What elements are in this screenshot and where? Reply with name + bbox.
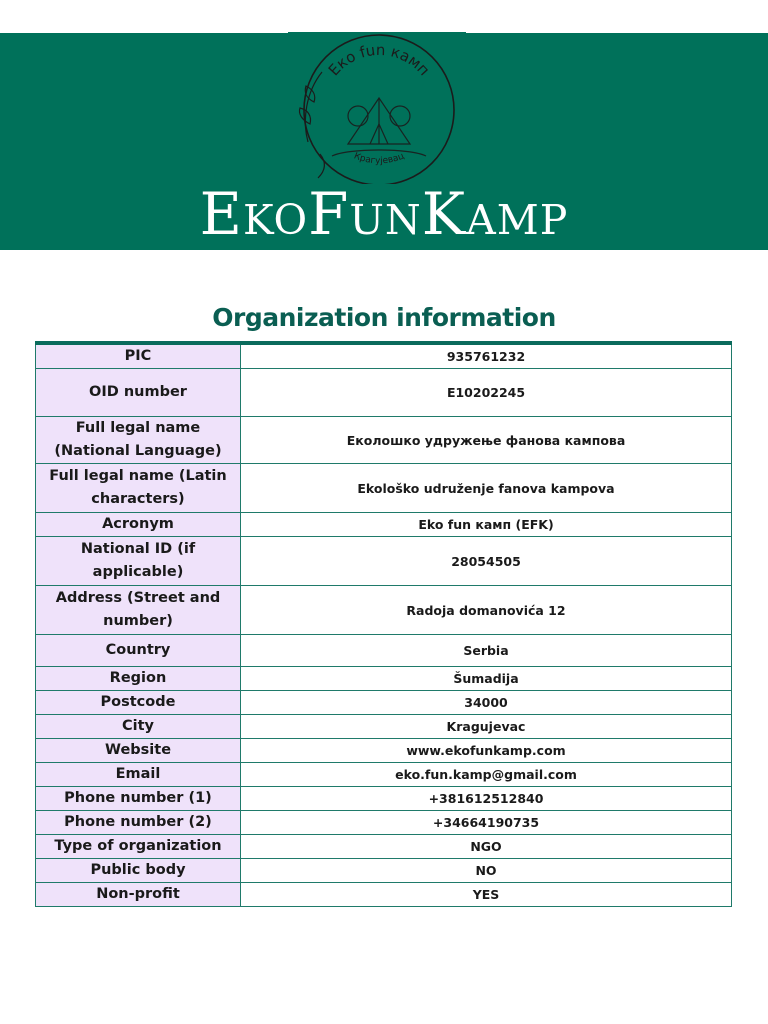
row-value: YES xyxy=(241,883,732,907)
row-label: Postcode xyxy=(36,691,241,715)
row-value: Kragujevac xyxy=(241,715,732,739)
table-row xyxy=(36,343,732,369)
row-label: Phone number (2) xyxy=(36,811,241,835)
row-label: Full legal name (National Language) xyxy=(36,417,241,464)
table-row xyxy=(36,715,732,739)
row-label: Full legal name (Latin characters) xyxy=(36,464,241,513)
row-label: Public body xyxy=(36,859,241,883)
row-value: eko.fun.kamp@gmail.com xyxy=(241,763,732,787)
logo-seal-icon xyxy=(288,32,466,184)
table-row xyxy=(36,739,732,763)
row-value: Radoja domanovića 12 xyxy=(241,586,732,635)
row-value: NO xyxy=(241,859,732,883)
table-row xyxy=(36,586,732,635)
table-row xyxy=(36,635,732,667)
row-label: City xyxy=(36,715,241,739)
row-label: Email xyxy=(36,763,241,787)
table-row xyxy=(36,691,732,715)
row-value: Eko fun камп (EFK) xyxy=(241,513,732,537)
table-row xyxy=(36,859,732,883)
logo-arc-top-text: Еко fun камп xyxy=(324,40,434,80)
table-row xyxy=(36,537,732,586)
row-value: E10202245 xyxy=(241,369,732,417)
row-value: Šumadija xyxy=(241,667,732,691)
row-value: Ekološko udruženje fanova kampova xyxy=(241,464,732,513)
table-row xyxy=(36,787,732,811)
table-row xyxy=(36,835,732,859)
row-label: Phone number (1) xyxy=(36,787,241,811)
row-label: Non-profit xyxy=(36,883,241,907)
row-label: Region xyxy=(36,667,241,691)
row-label: Website xyxy=(36,739,241,763)
page-title: Organization information xyxy=(212,303,556,332)
table-row xyxy=(36,369,732,417)
row-label: Type of organization xyxy=(36,835,241,859)
row-label: Country xyxy=(36,635,241,667)
row-label: Acronym xyxy=(36,513,241,537)
row-value: NGO xyxy=(241,835,732,859)
row-value: 34000 xyxy=(241,691,732,715)
table-row xyxy=(36,811,732,835)
row-value: Serbia xyxy=(241,635,732,667)
row-value: +381612512840 xyxy=(241,787,732,811)
table-row xyxy=(36,667,732,691)
table-row xyxy=(36,513,732,537)
row-value: Еколошко удружење фанова кампова xyxy=(241,417,732,464)
table-row xyxy=(36,417,732,464)
logo-arc-bottom-text: Крагујевац xyxy=(352,151,406,167)
row-value: +34664190735 xyxy=(241,811,732,835)
row-value: 28054505 xyxy=(241,537,732,586)
row-value: 935761232 xyxy=(241,343,732,369)
row-label: National ID (if applicable) xyxy=(36,537,241,586)
row-label: Address (Street and number) xyxy=(36,586,241,635)
brand-name: EkoFunKamp xyxy=(199,180,569,248)
table-row xyxy=(36,763,732,787)
table-row xyxy=(36,883,732,907)
organization-info-table xyxy=(35,341,732,907)
table-row xyxy=(36,464,732,513)
logo xyxy=(288,32,466,184)
row-label: PIC xyxy=(36,343,241,369)
row-value: www.ekofunkamp.com xyxy=(241,739,732,763)
row-label: OID number xyxy=(36,369,241,417)
